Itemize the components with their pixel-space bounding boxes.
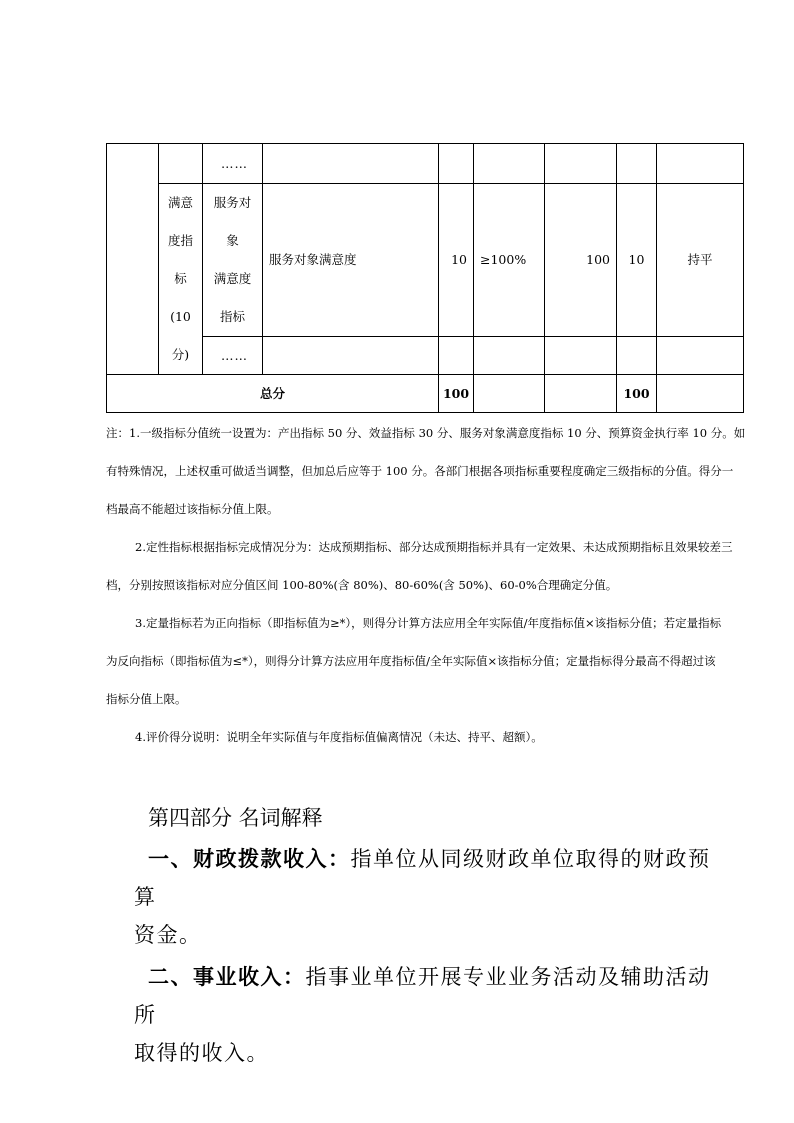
actual-cell xyxy=(545,144,617,184)
weight-cell xyxy=(439,144,474,184)
total-score: 100 xyxy=(617,375,657,413)
note-4-line-1: 4.评价得分说明：说明全年实际值与年度指标值偏离情况（未达、持平、超额）。 xyxy=(135,730,543,744)
table-row xyxy=(107,337,744,375)
target-cell xyxy=(474,337,545,375)
term-2-definition: 指事业单位开展专业业务活动及辅助活动所 xyxy=(134,965,711,1027)
indicator-level-3-cell xyxy=(263,144,439,184)
deviation-cell xyxy=(657,337,744,375)
term-1-name: 一、财政拨款收入： xyxy=(148,846,351,871)
weight-cell: 10 xyxy=(439,184,474,337)
table-row xyxy=(107,184,744,337)
glossary-term-2 xyxy=(134,958,714,1072)
indicator-level-2-cell: 服务对 象 满意度 指标 xyxy=(203,184,263,337)
indicator-level-3-cell xyxy=(263,337,439,375)
total-deviation-cell xyxy=(657,375,744,413)
indicator-level-3-cell: 服务对象满意度 xyxy=(263,184,439,337)
indicator-level-0-cell xyxy=(107,144,159,375)
note-3-line-2: 为反向指标（即指标值为≤*），则得分计算方法应用年度指标值/全年实际值×该指标分值；定量指标得分最高不得超过该 xyxy=(106,654,716,668)
target-cell xyxy=(474,144,545,184)
term-2-definition-cont: 取得的收入。 xyxy=(134,1041,269,1065)
target-cell: ≥100% xyxy=(474,184,545,337)
indicator-level-2-cell: …… xyxy=(203,144,263,184)
indicator-level-1-cell xyxy=(159,144,203,184)
performance-table xyxy=(106,143,744,413)
table-notes xyxy=(106,414,746,756)
note-1-line-1: 注：1.一级指标分值统一设置为：产出指标 50 分、效益指标 30 分、服务对象满意度指标 10 分、预算资金执行率 10 分。如 xyxy=(106,426,746,440)
total-label: 总分 xyxy=(107,375,439,413)
weight-cell xyxy=(439,337,474,375)
glossary-section xyxy=(134,796,714,1076)
table-row xyxy=(107,144,744,184)
term-1-definition: 指单位从同级财政单位取得的财政预算 xyxy=(134,847,711,909)
note-3-line-1: 3.定量指标若为正向指标（即指标值为≥*），则得分计算方法应用全年实际值/年度指标值×该指标分值；若定量指标 xyxy=(135,616,722,630)
indicator-level-2-cell: …… xyxy=(203,337,263,375)
total-row xyxy=(107,375,744,413)
score-cell xyxy=(617,144,657,184)
actual-cell xyxy=(545,337,617,375)
glossary-term-1 xyxy=(134,840,714,954)
total-actual-cell xyxy=(545,375,617,413)
deviation-cell xyxy=(657,144,744,184)
section-title: 第四部分 名词解释 xyxy=(148,806,323,830)
note-2-line-2: 档，分别按照该指标对应分值区间 100-80%(含 80%)、80-60%(含 50%)、60-0%合理确定分值。 xyxy=(106,578,618,592)
actual-cell: 100 xyxy=(545,184,617,337)
total-weight: 100 xyxy=(439,375,474,413)
note-3-line-3: 指标分值上限。 xyxy=(106,692,187,706)
term-1-definition-cont: 资金。 xyxy=(134,923,202,947)
term-2-name: 二、事业收入： xyxy=(148,964,306,989)
deviation-cell: 持平 xyxy=(657,184,744,337)
note-1-line-3: 档最高不能超过该指标分值上限。 xyxy=(106,502,279,516)
indicator-level-1-cell: 满意 度指 标 (10 分) xyxy=(159,184,203,375)
score-cell xyxy=(617,337,657,375)
score-cell: 10 xyxy=(617,184,657,337)
note-2-line-1: 2.定性指标根据指标完成情况分为：达成预期指标、部分达成预期指标并具有一定效果、未达成预期指标且效果较差三 xyxy=(135,540,733,554)
total-target-cell xyxy=(474,375,545,413)
note-1-line-2: 有特殊情况，上述权重可做适当调整，但加总后应等于 100 分。各部门根据各项指标重要程度确定三级指标的分值。得分一 xyxy=(106,464,734,478)
